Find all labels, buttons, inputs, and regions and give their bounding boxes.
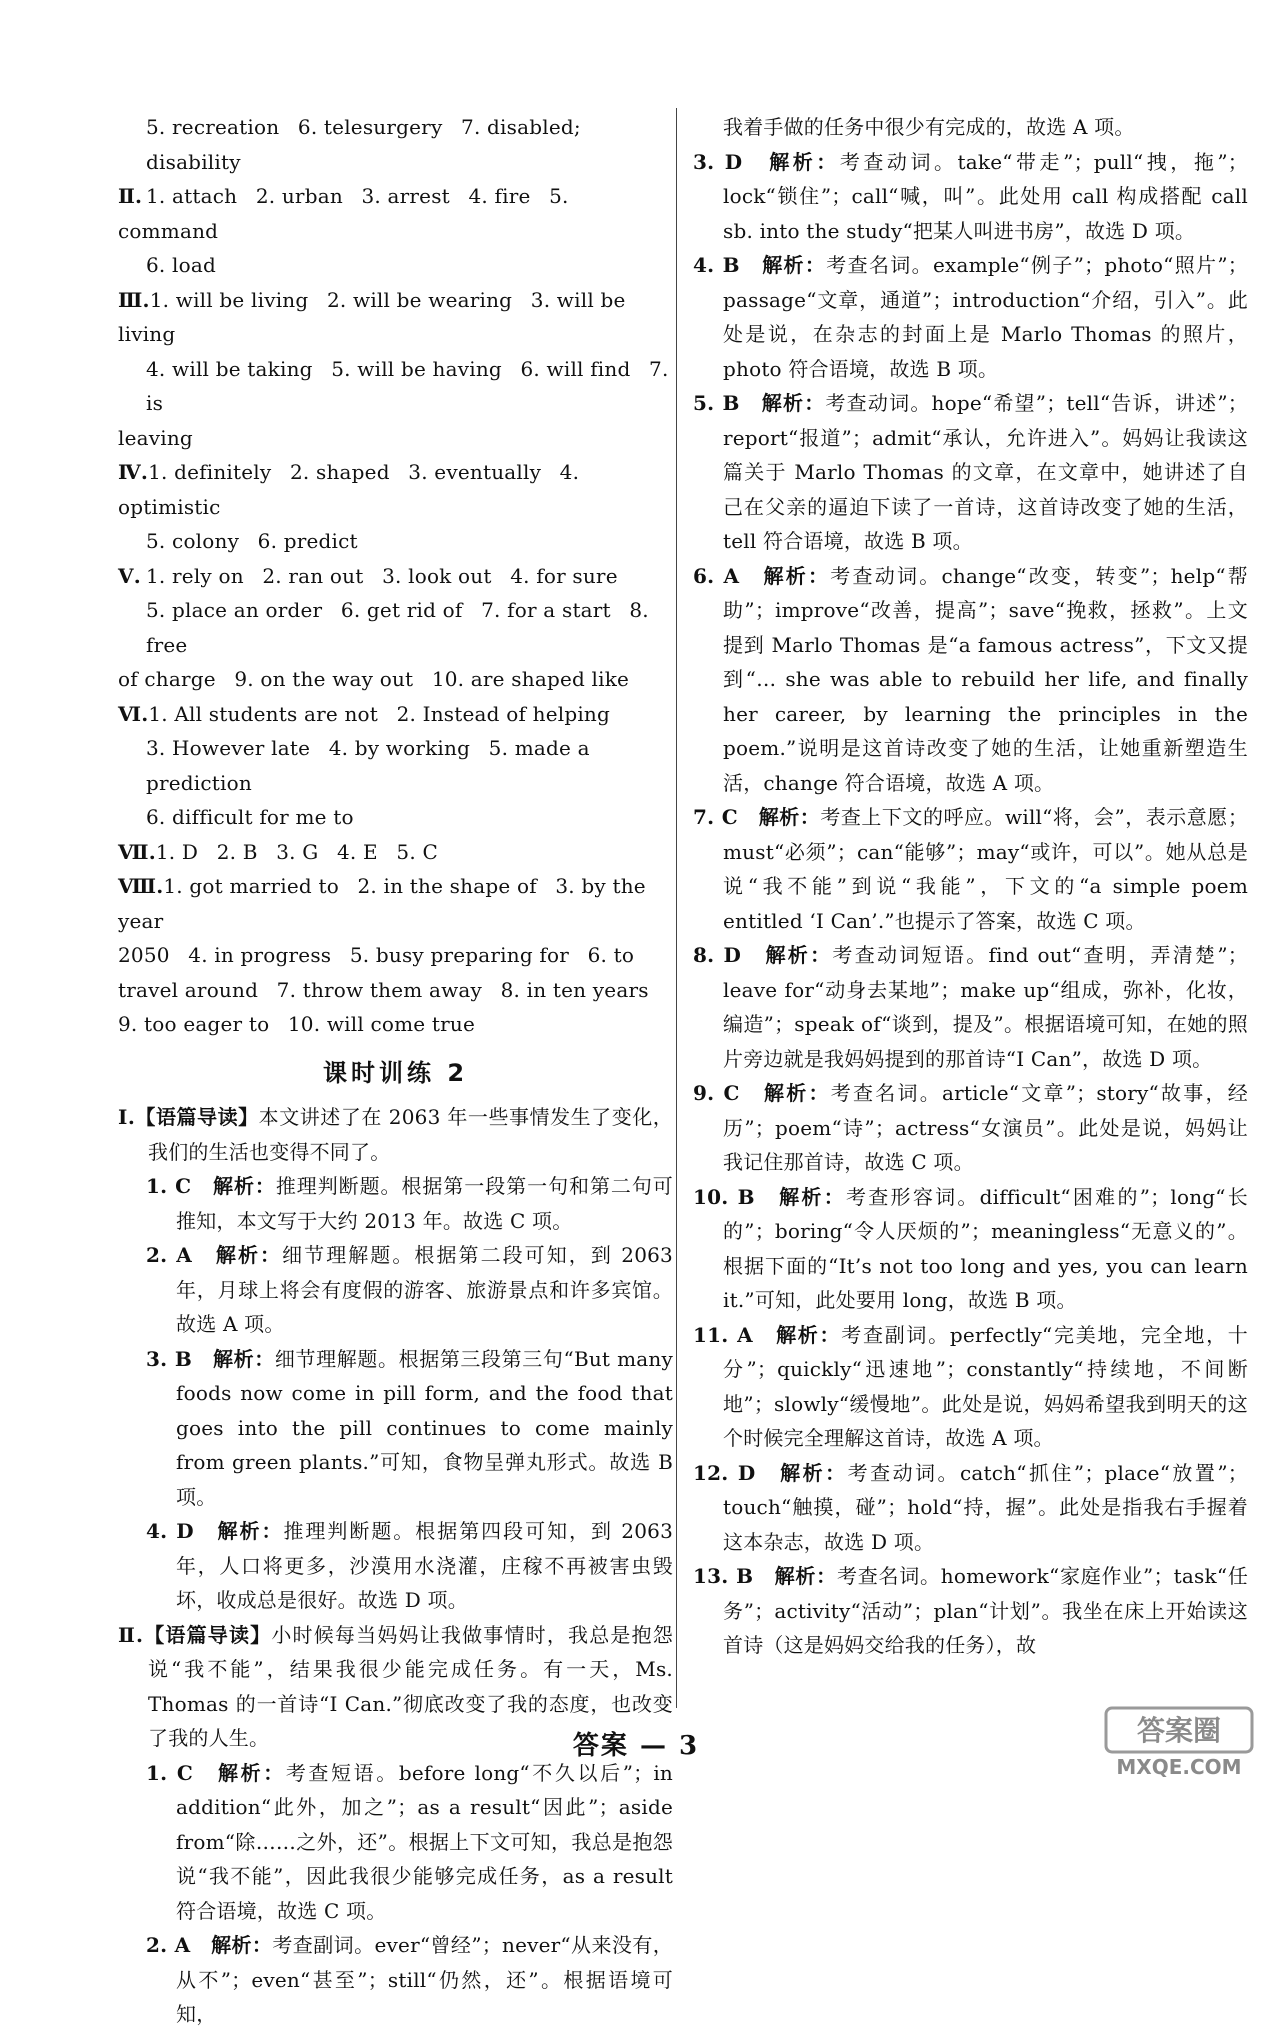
passage-2-guide: Ⅱ.【语篇导读】小时候每当妈妈让我做事情时，我总是抱怨说“我不能”，结果我很少能完成任务。有一天，Ms. Thomas 的一首诗“I Can.”彻底改变了我的态度，也改变了我的人生。 xyxy=(118,1622,673,1750)
sec1-continuation: 5. recreation 6. telesurgery 7. disabled; disability xyxy=(146,115,581,174)
section-3: Ⅲ.1. will be living 2. will be wearing 3. will be living xyxy=(118,287,626,346)
section-6-line3: 6. difficult for me to xyxy=(146,805,354,829)
section-8-line4: 9. too eager to 10. will come true xyxy=(118,1012,476,1036)
section-4: Ⅳ.1. definitely 2. shaped 3. eventually 4. optimistic xyxy=(118,460,580,519)
p2-question-12: 12. D 解析：考查动词。catch“抓住”；place“放置”；touch“触摸，碰”；hold“持，握”。此处是指我右手握着这本杂志，故选 D 项。 xyxy=(693,1460,1248,1554)
section-6-line2: 3. However late 4. by working 5. made a prediction xyxy=(146,736,590,795)
page-footer: 答案 — 3 xyxy=(572,1731,700,1761)
p2-question-7: 7. C 解析：考查上下文的呼应。will“将，会”，表示意愿；must“必须”；can“能够”；may“或许，可以”。她从总是说“我不能”到说“我能”，下文的“a simple poem entitled ‘I Can’.”也提示了答案，故选 C 项。 xyxy=(693,805,1249,933)
p2-question-5: 5. B 解析：考查动词。hope“希望”；tell“告诉，讲述”；report“报道”；admit“承认，允许进入”。妈妈让我读这篇关于 Marlo Thomas 的文章，在文章中，她讲述了自己在父亲的逼迫下读了一首诗，这首诗改变了她的生活，tell 符合语境，故选 B 项。 xyxy=(693,391,1248,553)
section-5: Ⅴ. 1. rely on 2. ran out 3. look out 4. for sure xyxy=(118,563,618,588)
p2-question-8: 8. D 解析：考查动词短语。find out“查明，弄清楚”；leave for“动身去某地”；make up“组成，弥补，化妆，编造”；speak of“谈到，提及”。根据语境可知，在她的照片旁边就是我妈妈提到的那首诗“I Can”，故选 D 项。 xyxy=(693,943,1248,1071)
section-7: Ⅶ.1. D 2. B 3. G 4. E 5. C xyxy=(118,839,438,864)
p1-question-4: 4. D 解析：推理判断题。根据第四段可知，到 2063 年，人口将更多，沙漠用水浇灌，庄稼不再被害虫毁坏，收成总是很好。故选 D 项。 xyxy=(146,1519,673,1612)
section-title: 课时训练 2 xyxy=(322,1058,469,1087)
p1-question-2: 2. A 解析：细节理解题。根据第二段可知，到 2063 年，月球上将会有度假的游客、旅游景点和许多宾馆。故选 A 项。 xyxy=(146,1243,673,1336)
p2-question-3: 3. D 解析：考查动词。take“带走”；pull“拽，拖”；lock“锁住”；call“喊，叫”。此处用 call 构成搭配 call sb. into the study“把某人叫进书房”，故选 D 项。 xyxy=(693,149,1248,243)
section-5-line3: of charge 9. on the way out 10. are shaped like xyxy=(118,667,630,691)
section-4-cont: 5. colony 6. predict xyxy=(146,529,358,553)
p2-question-2: 2. A 解析：考查副词。ever“曾经”；never“从来没有，从不”；even“甚至”；still“仍然，还”。根据语境可知， xyxy=(146,1933,673,2026)
column-divider xyxy=(676,108,677,1708)
section-5-line2: 5. place an order 6. get rid of 7. for a start 8. free xyxy=(146,598,649,657)
p2-question-10: 10. B 解析：考查形容词。difficult“困难的”；long“长的”；boring“令人厌烦的”；meaningless“无意义的”。根据下面的“It’s not too long and yes, you can learn it.”可知，此处要用 long，故选 B 项。 xyxy=(693,1184,1248,1312)
p2-question-4: 4. B 解析：考查名词。example“例子”；photo“照片”；passage“文章，通道”；introduction“介绍，引入”。此处是说，在杂志的封面上是 Marlo Thomas 的照片，photo 符合语境，故选 B 项。 xyxy=(693,253,1249,381)
right-column xyxy=(693,110,1248,1663)
p2-question-1: 1. C 解析：考查短语。before long“不久以后”；in addition“此外，加之”；as a result“因此”；aside from“除……之外，还”。根据上下文可知，我总是抱怨说“我不能”，因此我很少能够完成任务，as a result 符合语境，故选 C 项。 xyxy=(146,1760,674,1923)
section-3-line3: leaving xyxy=(118,425,193,450)
watermark-text-cn: 答案圈 xyxy=(1136,1714,1222,1747)
section-2-cont: 6. load xyxy=(146,253,217,277)
p2-question-2-cont: 我着手做的任务中很少有完成的，故选 A 项。 xyxy=(723,115,1135,139)
section-3-line2: 4. will be taking 5. will be having 6. will find 7. is xyxy=(146,356,669,415)
p1-question-1: 1. C 解析：推理判断题。根据第一段第一句和第二句可推知，本文写于大约 2013 年。故选 C 项。 xyxy=(146,1174,673,1233)
watermark-text-url: MXQE.COM xyxy=(1116,1755,1242,1778)
p2-question-6: 6. A 解析：考查动词。change“改变，转变”；help“帮助”；improve“改善，提高”；save“挽救，拯救”。上文提到 Marlo Thomas 是“a famous actress”，下文又提到“… she was able to rebuild her life, and finally her career, by learning the principles in the poem.”说明是这首诗改变了她的生活，让她重新塑造生活，change 符合语境，故选 A 项。 xyxy=(693,563,1248,795)
section-6: Ⅵ.1. All students are not 2. Instead of helping xyxy=(118,701,611,726)
p2-question-11: 11. A 解析：考查副词。perfectly“完美地，完全地，十分”；quickly“迅速地”；constantly“持续地，不间断地”；slowly“缓慢地”。此处是说，妈妈希望我到明天的这个时候完全理解这首诗，故选 A 项。 xyxy=(693,1322,1248,1450)
section-8-line2: 2050 4. in progress 5. busy preparing for 6. to xyxy=(118,943,635,967)
section-2: Ⅱ. 1. attach 2. urban 3. arrest 4. fire 5. command xyxy=(118,184,569,243)
p2-question-13: 13. B 解析：考查名词。homework“家庭作业”；task“任务”；activity“活动”；plan“计划”。我坐在床上开始读这首诗（这是妈妈交给我的任务），故 xyxy=(693,1564,1249,1657)
watermark-logo xyxy=(1104,1706,1254,1778)
passage-1-guide: Ⅰ.【语篇导读】本文讲述了在 2063 年一些事情发生了变化，我们的生活也变得不同了。 xyxy=(118,1105,674,1164)
section-8-line3: travel around 7. throw them away 8. in ten years xyxy=(118,977,649,1002)
p2-question-9: 9. C 解析：考查名词。article“文章”；story“故事，经历”；poem“诗”；actress“女演员”。此处是说，妈妈让我记住那首诗，故选 C 项。 xyxy=(693,1081,1248,1174)
section-8: Ⅷ.1. got married to 2. in the shape of 3. by the year xyxy=(118,874,646,933)
p1-question-3: 3. B 解析：细节理解题。根据第三段第三句“But many foods now come in pill form, and the food that goes into the pill continues to come mainly from green plants.”可知，食物呈弹丸形式。故选 B 项。 xyxy=(146,1346,674,1509)
